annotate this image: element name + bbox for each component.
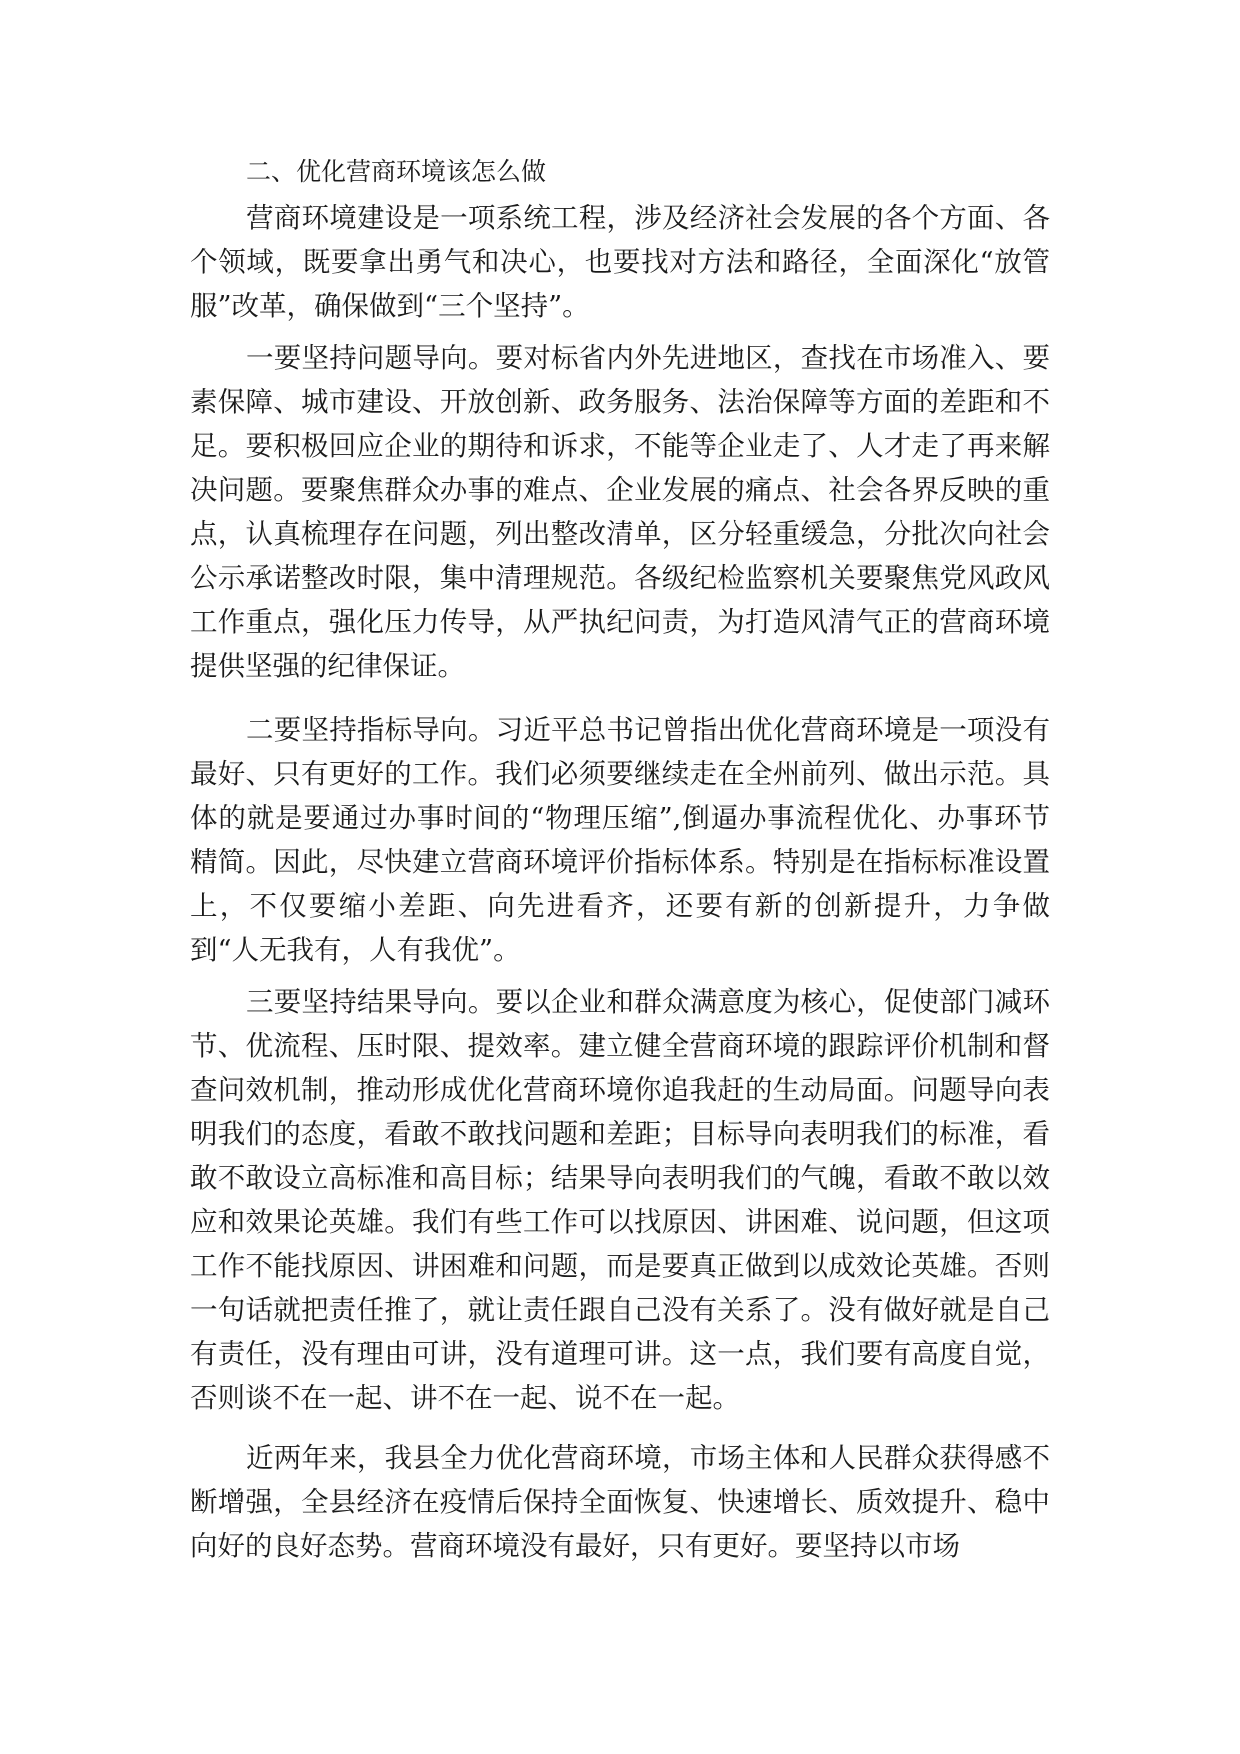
paragraph-result-orientation: 三要坚持结果导向。要以企业和群众满意度为核心，促使部门减环节、优流程、压时限、提效率。建立健全营商环境的跟踪评价机制和督查问效机制，推动形成优化营商环境你追我赶的生动局面。问题导向表明我们的态度，看敢不敢找问题和差距；目标导向表明我们的标准，看敢不敢设立高标准和高目标；结果导向表明我们的气魄，看敢不敢以效应和效果论英雄。我们有些工作可以找原因、讲困难、说问题，但这项工作不能找原因、讲困难和问题，而是要真正做到以成效论英雄。否则一句话就把责任推了，就让责任跟自己没有关系了。没有做好就是自己有责任，没有理由可讲，没有道理可讲。这一点，我们要有高度自觉，否则谈不在一起、讲不在一起、说不在一起。 (190, 986, 1050, 1414)
paragraph-problem-orientation: 一要坚持问题导向。要对标省内外先进地区，查找在市场准入、要素保障、城市建设、开放创新、政务服务、法治保障等方面的差距和不足。要积极回应企业的期待和诉求，不能等企业走了、人才走了再来解决问题。要聚焦群众办事的难点、企业发展的痛点、社会各界反映的重点，认真梳理存在问题，列出整改清单，区分轻重缓急，分批次向社会公示承诺整改时限，集中清理规范。各级纪检监察机关要聚焦党风政风工作重点，强化压力传导，从严执纪问责，为打造风清气正的营商环境提供坚强的纪律保证。 (190, 342, 1050, 682)
paragraph-indicator-orientation: 二要坚持指标导向。习近平总书记曾指出优化营商环境是一项没有最好、只有更好的工作。我们必须要继续走在全州前列、做出示范。具体的就是要通过办事时间的“物理压缩”,倒逼办事流程优化、办事环节精简。因此，尽快建立营商环境评价指标体系。特别是在指标标准设置上，不仅要缩小差距、向先进看齐，还要有新的创新提升，力争做到“人无我有，人有我优”。 (190, 714, 1050, 966)
document-page (190, 150, 1050, 1568)
paragraph-recent-years: 近两年来，我县全力优化营商环境，市场主体和人民群众获得感不断增强，全县经济在疫情后保持全面恢复、快速增长、质效提升、稳中向好的良好态势。营商环境没有最好，只有更好。要坚持以市场 (190, 1442, 1050, 1562)
section-heading: 二、优化营商环境该怎么做 (246, 157, 547, 186)
paragraph-intro: 营商环境建设是一项系统工程，涉及经济社会发展的各个方面、各个领域，既要拿出勇气和决心，也要找对方法和路径，全面深化“放管服”改革，确保做到“三个坚持”。 (190, 202, 1050, 322)
